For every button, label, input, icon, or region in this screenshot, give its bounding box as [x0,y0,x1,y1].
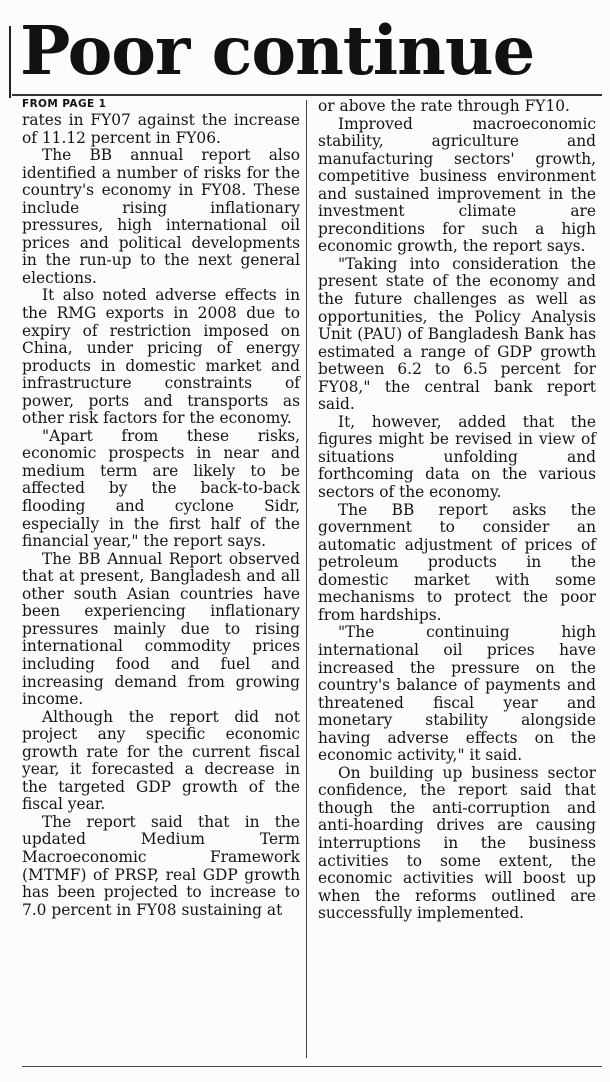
paragraph: The report said that in the updated Medium Term Macroeconomic Framework (MTMF) of PRSP, real GDP growth has been projected to increase to 7.0 percent in FY08 sustaining at [22,812,300,919]
paragraph: On building up business sector confidence, the report said that though the anti-corruption and anti-hoarding drives are causing interruptions in the business activities to some extent, the economic activities will boost up when the reforms outlined are successfully implemented. [318,763,596,923]
right-column [318,98,596,923]
headline-underline [12,94,602,96]
headline: Poor continue [20,11,535,90]
paragraph: rates in FY07 against the increase of 11.12 percent in FY06. [22,111,300,147]
paragraph: "Apart from these risks, economic prospects in near and medium term are likely to be affected by the back-to-back flooding and cyclone Sidr, especially in the first half of the financial year," the report says. [22,426,300,551]
paragraph: Although the report did not project any specific economic growth rate for the current fiscal year, it forecasted a decrease in the targeted GDP growth of the fiscal year. [22,707,300,814]
paragraph: "Taking into consideration the present state of the economy and the future challenges as well as opportunities, the Policy Analysis Unit (PAU) of Bangladesh Bank has estimated a range of GDP growth between 6.2 to 6.5 percent for FY08," the central bank report said. [318,254,596,414]
paragraph: Improved macroeconomic stability, agriculture and manufacturing sectors' growth, competitive business environment and sustained improvement in the investment climate are preconditions for such a high economic growth, the report says. [318,114,596,256]
paragraph: "The continuing high international oil prices have increased the pressure on the country's balance of payments and threatened fiscal year and monetary stability alongside having adverse effects on the economic activity," it said. [318,623,596,765]
column-divider [306,100,307,1058]
bottom-rule [22,1066,602,1067]
paragraph: or above the rate through FY10. [318,97,570,115]
kicker: FROM PAGE 1 [22,98,107,110]
paragraph: The BB report asks the government to consider an automatic adjustment of prices of petroleum products in the domestic market with some mechanisms to protect the poor from hardships. [318,500,596,624]
paragraph: It, however, added that the figures might be revised in view of situations unfolding and forthcoming data on the various sectors of the economy. [318,412,596,502]
left-column [22,98,300,919]
paragraph: The BB Annual Report observed that at present, Bangladesh and all other south Asian countries have been experiencing inflationary pressures mainly due to rising international commodity prices including food and fuel and increasing demand from growing income. [22,549,300,709]
headline-left-rule [9,26,11,98]
paragraph: The BB annual report also identified a number of risks for the country's economy in FY08. These include rising inflationary pressures, high international oil prices and political developments in the run-up to the next general elections. [22,146,300,287]
headline-area [0,0,610,96]
paragraph: It also noted adverse effects in the RMG exports in 2008 due to expiry of restriction imposed on China, under pricing of energy products in domestic market and infrastructure constraints of power, ports and transports as other risk factors for the economy. [22,286,300,428]
